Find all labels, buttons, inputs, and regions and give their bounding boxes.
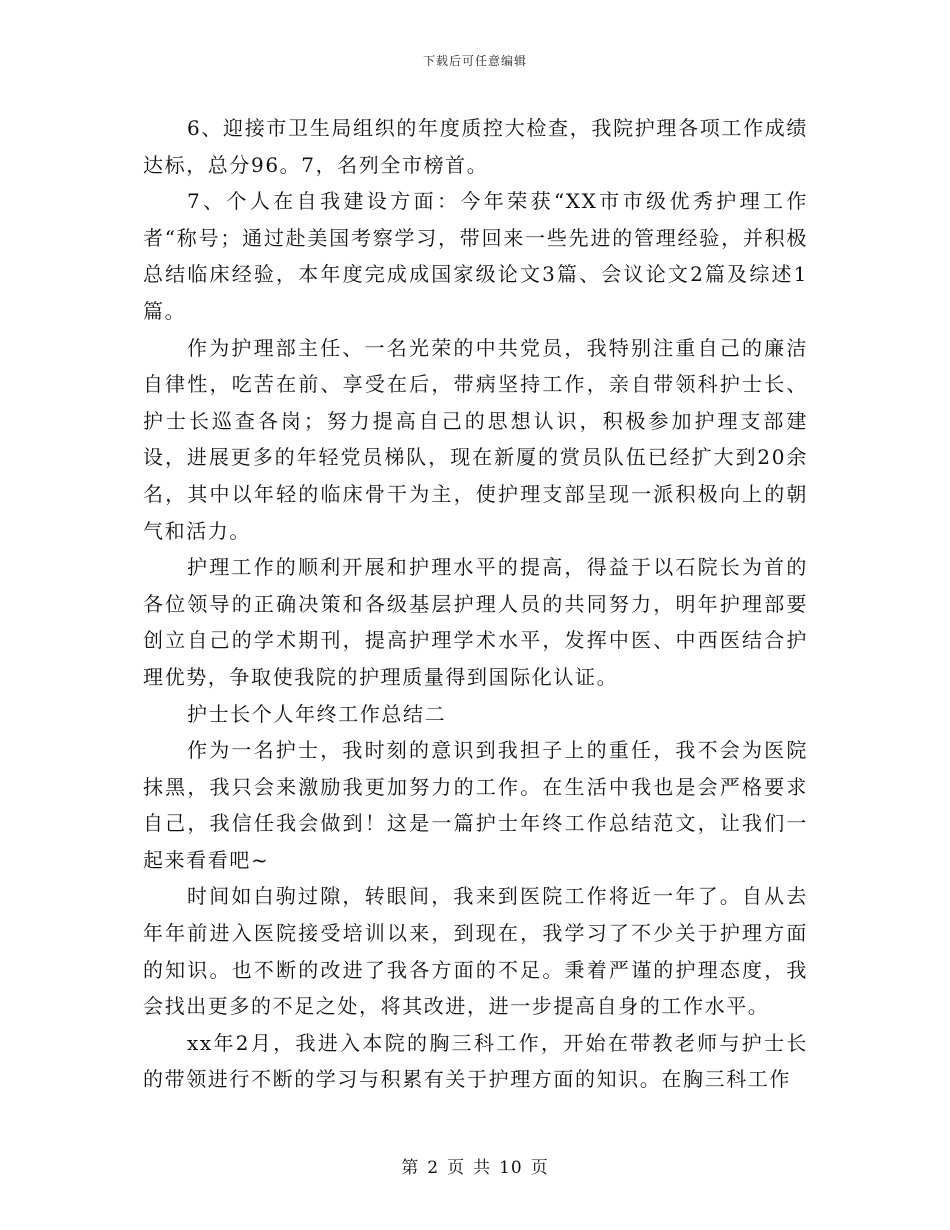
page-footer: [0, 1153, 950, 1178]
paragraph-7: xx年2月，我进入本院的胸三科工作，开始在带教老师与护士长的带领进行不断的学习与积累有关于护理方面的知识。在胸三科工作: [143, 1030, 808, 1092]
page-header: 下载后可任意编辑: [422, 54, 527, 68]
footer-prefix: 第: [401, 1158, 420, 1178]
footer-suffix: 页: [530, 1158, 549, 1178]
paragraph-1: 6、迎接市卫生局组织的年度质控大检查，我院护理各项工作成绩达标，总分96。7，名列全市榜首。: [143, 116, 808, 177]
footer-page-number: 2: [427, 1158, 440, 1178]
section-heading: 护士长个人年终工作总结二: [187, 701, 447, 726]
paragraph-4: 护理工作的顺利开展和护理水平的提高，得益于以石院长为首的各位领导的正确决策和各级基层护理人员的共同努力，明年护理部要创立自己的学术期刊，提高护理学术水平，发挥中医、中西医结合护理优势，争取使我院的护理质量得到国际化认证。: [143, 555, 808, 689]
footer-total-pages: 10: [499, 1158, 523, 1178]
document-body: [143, 110, 808, 1098]
paragraph-2: 7、个人在自我建设方面：今年荣获“XX市市级优秀护理工作者“称号；通过赴美国考察学习，带回来一些先进的管理经验，并积极总结临床经验，本年度完成成国家级论文3篇、会议论文2篇及综述1篇。: [143, 189, 808, 323]
footer-page-word: 页: [447, 1158, 466, 1178]
paragraph-5: 作为一名护士，我时刻的意识到我担子上的重任，我不会为医院抹黑，我只会来激励我更加努力的工作。在生活中我也是会严格要求自己，我信任我会做到！这是一篇护士年终工作总结范文，让我们一起来看看吧~: [143, 738, 808, 872]
paragraph-6: 时间如白驹过隙，转眼间，我来到医院工作将近一年了。自从去年年前进入医院接受培训以来，到现在，我学习了不少关于护理方面的知识。也不断的改进了我各方面的不足。秉着严谨的护理态度，我会找出更多的不足之处，将其改进，进一步提高自身的工作水平。: [143, 884, 808, 1019]
footer-total-word: 共: [473, 1158, 492, 1178]
paragraph-3: 作为护理部主任、一名光荣的中共党员，我特别注重自己的廉洁自律性，吃苦在前、享受在后，带病坚持工作，亲自带领科护士长、护士长巡查各岗；努力提高自己的思想认识，积极参加护理支部建设，进展更多的年轻党员梯队，现在新厦的赏员队伍已经扩大到20余名，其中以年轻的临床骨干为主，使护理支部呈现一派积极向上的朝气和活力。: [143, 335, 808, 543]
